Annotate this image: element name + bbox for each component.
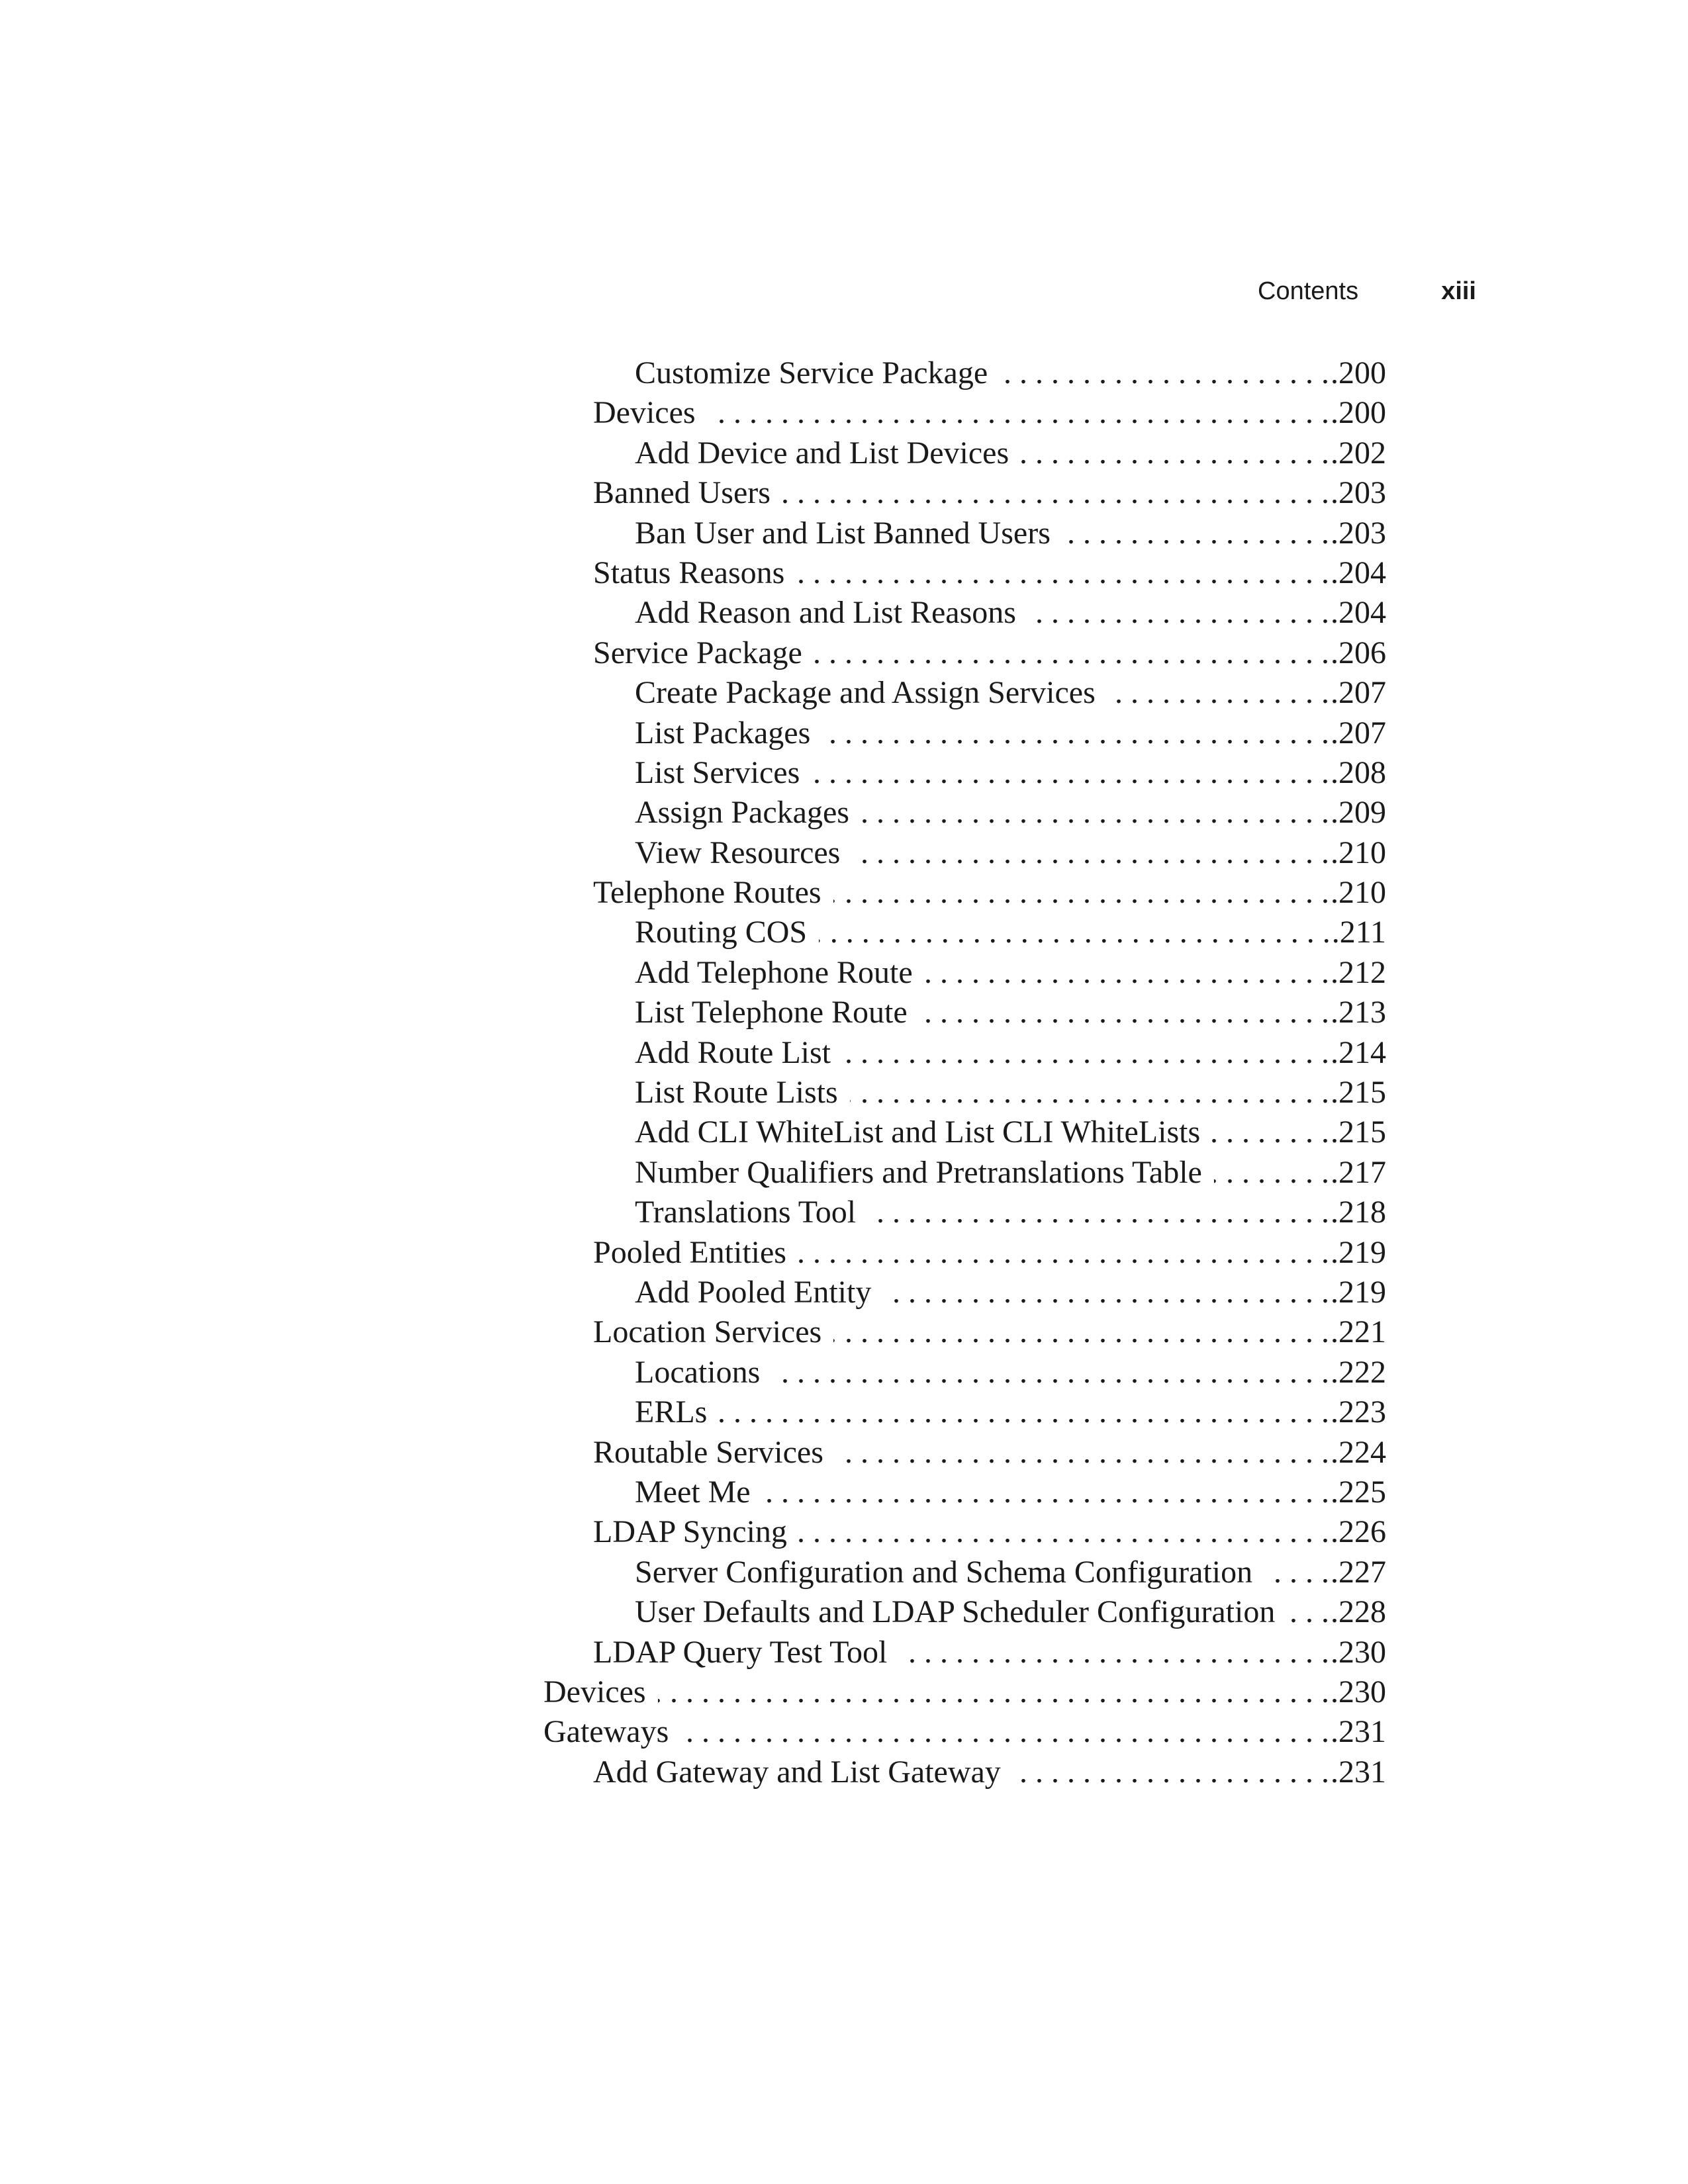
toc-entry-title: Add Pooled Entity — [635, 1274, 872, 1310]
toc-entry-title: Customize Service Package — [635, 355, 988, 390]
toc-entry-page: .207 — [1331, 675, 1386, 711]
page-number: xiii — [1441, 277, 1476, 305]
toc-entry-page: .219 — [1331, 1234, 1386, 1270]
toc-entry[interactable] — [635, 1553, 1386, 1592]
toc-entry-page: .212 — [1331, 954, 1386, 990]
dot-leader — [1107, 673, 1329, 713]
toc-entry-page: .200 — [1331, 355, 1386, 390]
toc-entry-page: .200 — [1331, 395, 1386, 431]
toc-entry-title: Status Reasons — [593, 555, 785, 590]
toc-entry-page: .230 — [1331, 1674, 1386, 1709]
toc-entry-title: List Packages — [635, 715, 811, 751]
toc-entry-title: Routable Services — [593, 1434, 823, 1470]
toc-entry[interactable] — [593, 473, 1386, 513]
toc-entry-page: .224 — [1331, 1434, 1386, 1470]
toc-entry[interactable] — [593, 1433, 1386, 1473]
toc-entry-page: .204 — [1331, 555, 1386, 590]
toc-entry-title: List Services — [635, 754, 800, 790]
dot-leader — [680, 1712, 1329, 1752]
toc-entry-page: .207 — [1331, 715, 1386, 751]
dot-leader — [1000, 353, 1329, 393]
toc-entry[interactable] — [635, 433, 1386, 473]
running-head-section: Contents — [1258, 277, 1359, 305]
toc-entry[interactable] — [635, 833, 1386, 873]
dot-leader — [919, 993, 1329, 1032]
toc-entry-title: Add Route List — [635, 1034, 831, 1070]
toc-entry-title: Add Reason and List Reasons — [635, 595, 1016, 631]
dot-leader — [763, 1473, 1329, 1512]
toc-entry-title: Telephone Routes — [593, 875, 821, 911]
toc-entry[interactable] — [635, 1273, 1386, 1312]
dot-leader — [719, 1392, 1329, 1432]
toc-entry[interactable] — [635, 353, 1386, 393]
toc-entry-page: .218 — [1331, 1195, 1386, 1230]
toc-entry-title: LDAP Syncing — [593, 1514, 787, 1550]
dot-leader — [658, 1672, 1329, 1712]
toc-entry-title: Add CLI WhiteList and List CLI WhiteLists — [635, 1115, 1201, 1150]
toc-entry-page: .226 — [1331, 1514, 1386, 1550]
toc-entry-title: Create Package and Assign Services — [635, 675, 1096, 711]
toc-entry-title: Meet Me — [635, 1474, 751, 1510]
toc-entry-title: Routing COS — [635, 915, 808, 950]
toc-entry-title: List Telephone Route — [635, 995, 908, 1030]
dot-leader — [899, 1633, 1329, 1672]
dot-leader — [1028, 593, 1329, 633]
dot-leader — [798, 1233, 1329, 1273]
dot-leader — [814, 633, 1329, 673]
toc-entry[interactable] — [635, 1592, 1386, 1632]
toc-entry-title: Locations — [635, 1354, 761, 1390]
toc-entry[interactable] — [593, 1752, 1386, 1792]
toc-entry-title: Gateways — [543, 1714, 669, 1750]
toc-entry-page: .217 — [1331, 1154, 1386, 1190]
toc-entry[interactable] — [635, 1073, 1386, 1113]
toc-entry-title: Add Device and List Devices — [635, 435, 1009, 471]
toc-entry-title: Pooled Entities — [593, 1234, 786, 1270]
toc-entry[interactable] — [635, 514, 1386, 553]
toc-entry-page: .211 — [1331, 915, 1386, 950]
toc-entry-page: .231 — [1331, 1714, 1386, 1750]
toc-entry[interactable] — [593, 1233, 1386, 1273]
toc-entry-title: Server Configuration and Schema Configuration — [635, 1554, 1253, 1590]
toc-entry[interactable] — [593, 1512, 1386, 1552]
toc-entry-page: .221 — [1331, 1314, 1386, 1350]
toc-entry[interactable] — [543, 1712, 1386, 1752]
dot-leader — [796, 553, 1329, 593]
dot-leader — [925, 953, 1329, 993]
toc-entry-page: .203 — [1331, 515, 1386, 551]
dot-leader — [883, 1273, 1329, 1312]
dot-leader — [1013, 1752, 1329, 1792]
toc-entry-page: .210 — [1331, 835, 1386, 870]
dot-leader — [852, 833, 1329, 873]
toc-entry[interactable] — [635, 1153, 1386, 1193]
toc-entry-page: .208 — [1331, 754, 1386, 790]
dot-leader — [1214, 1153, 1329, 1193]
toc-entry[interactable] — [635, 1473, 1386, 1512]
toc-entry-title: User Defaults and LDAP Scheduler Configuration — [635, 1594, 1276, 1630]
toc-entry-page: .230 — [1331, 1634, 1386, 1670]
toc-entry[interactable] — [593, 873, 1386, 913]
toc-entry-page: .222 — [1331, 1354, 1386, 1390]
toc-entry[interactable] — [543, 1672, 1386, 1712]
toc-entry[interactable] — [635, 1353, 1386, 1392]
toc-entry-title: Service Package — [593, 635, 802, 670]
toc-entry-page: .225 — [1331, 1474, 1386, 1510]
dot-leader — [850, 1073, 1329, 1113]
toc-entry[interactable] — [593, 633, 1386, 673]
table-of-contents — [0, 353, 1688, 1792]
toc-entry[interactable] — [635, 1392, 1386, 1432]
toc-entry-title: LDAP Query Test Tool — [593, 1634, 888, 1670]
toc-entry-page: .214 — [1331, 1034, 1386, 1070]
toc-entry-page: .223 — [1331, 1394, 1386, 1430]
toc-entry-title: Location Services — [593, 1314, 822, 1350]
toc-entry[interactable] — [635, 953, 1386, 993]
toc-entry-title: Assign Packages — [635, 795, 849, 831]
toc-entry-page: .203 — [1331, 475, 1386, 511]
dot-leader — [782, 473, 1329, 513]
toc-entry-page: .228 — [1331, 1594, 1386, 1630]
toc-entry[interactable] — [593, 1312, 1386, 1352]
dot-leader — [1212, 1113, 1329, 1152]
toc-entry-title: Add Gateway and List Gateway — [593, 1754, 1001, 1790]
toc-entry-title: Ban User and List Banned Users — [635, 515, 1051, 551]
dot-leader — [835, 1433, 1329, 1473]
dot-leader — [1062, 514, 1329, 553]
toc-entry[interactable] — [635, 593, 1386, 633]
dot-leader — [868, 1193, 1329, 1232]
toc-entry-page: .202 — [1331, 435, 1386, 471]
dot-leader — [1021, 433, 1329, 473]
dot-leader — [708, 393, 1329, 433]
toc-entry-page: .204 — [1331, 595, 1386, 631]
dot-leader — [843, 1033, 1329, 1073]
toc-entry-title: List Route Lists — [635, 1075, 838, 1111]
dot-leader — [812, 753, 1329, 793]
toc-entry-title: Devices — [543, 1674, 646, 1709]
dot-leader — [833, 1312, 1329, 1352]
toc-entry-title: Add Telephone Route — [635, 954, 913, 990]
toc-entry-title: ERLs — [635, 1394, 708, 1430]
toc-entry-page: .215 — [1331, 1115, 1386, 1150]
toc-entry-page: .219 — [1331, 1274, 1386, 1310]
toc-entry-page: .227 — [1331, 1554, 1386, 1590]
toc-entry-page: .209 — [1331, 795, 1386, 831]
running-head — [1258, 273, 1476, 310]
toc-entry[interactable] — [635, 713, 1386, 753]
toc-entry[interactable] — [593, 1633, 1386, 1672]
dot-leader — [1287, 1592, 1329, 1632]
dot-leader — [861, 793, 1329, 833]
toc-entry-title: Number Qualifiers and Pretranslations Table — [635, 1154, 1202, 1190]
dot-leader — [799, 1512, 1329, 1552]
toc-entry-title: Banned Users — [593, 475, 771, 511]
dot-leader — [822, 713, 1329, 753]
toc-entry[interactable] — [635, 793, 1386, 833]
toc-entry[interactable] — [635, 1033, 1386, 1073]
dot-leader — [772, 1353, 1329, 1392]
toc-entry[interactable] — [635, 1113, 1386, 1152]
toc-entry-page: .215 — [1331, 1075, 1386, 1111]
dot-leader — [833, 873, 1329, 913]
toc-entry[interactable] — [635, 993, 1386, 1032]
dot-leader — [1264, 1553, 1329, 1592]
toc-entry[interactable] — [593, 393, 1386, 433]
toc-entry-page: .231 — [1331, 1754, 1386, 1790]
toc-entry-title: Translations Tool — [635, 1195, 857, 1230]
toc-entry[interactable] — [635, 1193, 1386, 1232]
toc-entry-title: View Resources — [635, 835, 841, 870]
toc-entry[interactable] — [635, 913, 1386, 952]
toc-entry-page: .210 — [1331, 875, 1386, 911]
toc-entry-title: Devices — [593, 395, 696, 431]
toc-entry[interactable] — [593, 553, 1386, 593]
dot-leader — [819, 913, 1331, 952]
toc-entry-page: .213 — [1331, 995, 1386, 1030]
toc-entry-page: .206 — [1331, 635, 1386, 670]
toc-entry[interactable] — [635, 753, 1386, 793]
toc-entry[interactable] — [635, 673, 1386, 713]
